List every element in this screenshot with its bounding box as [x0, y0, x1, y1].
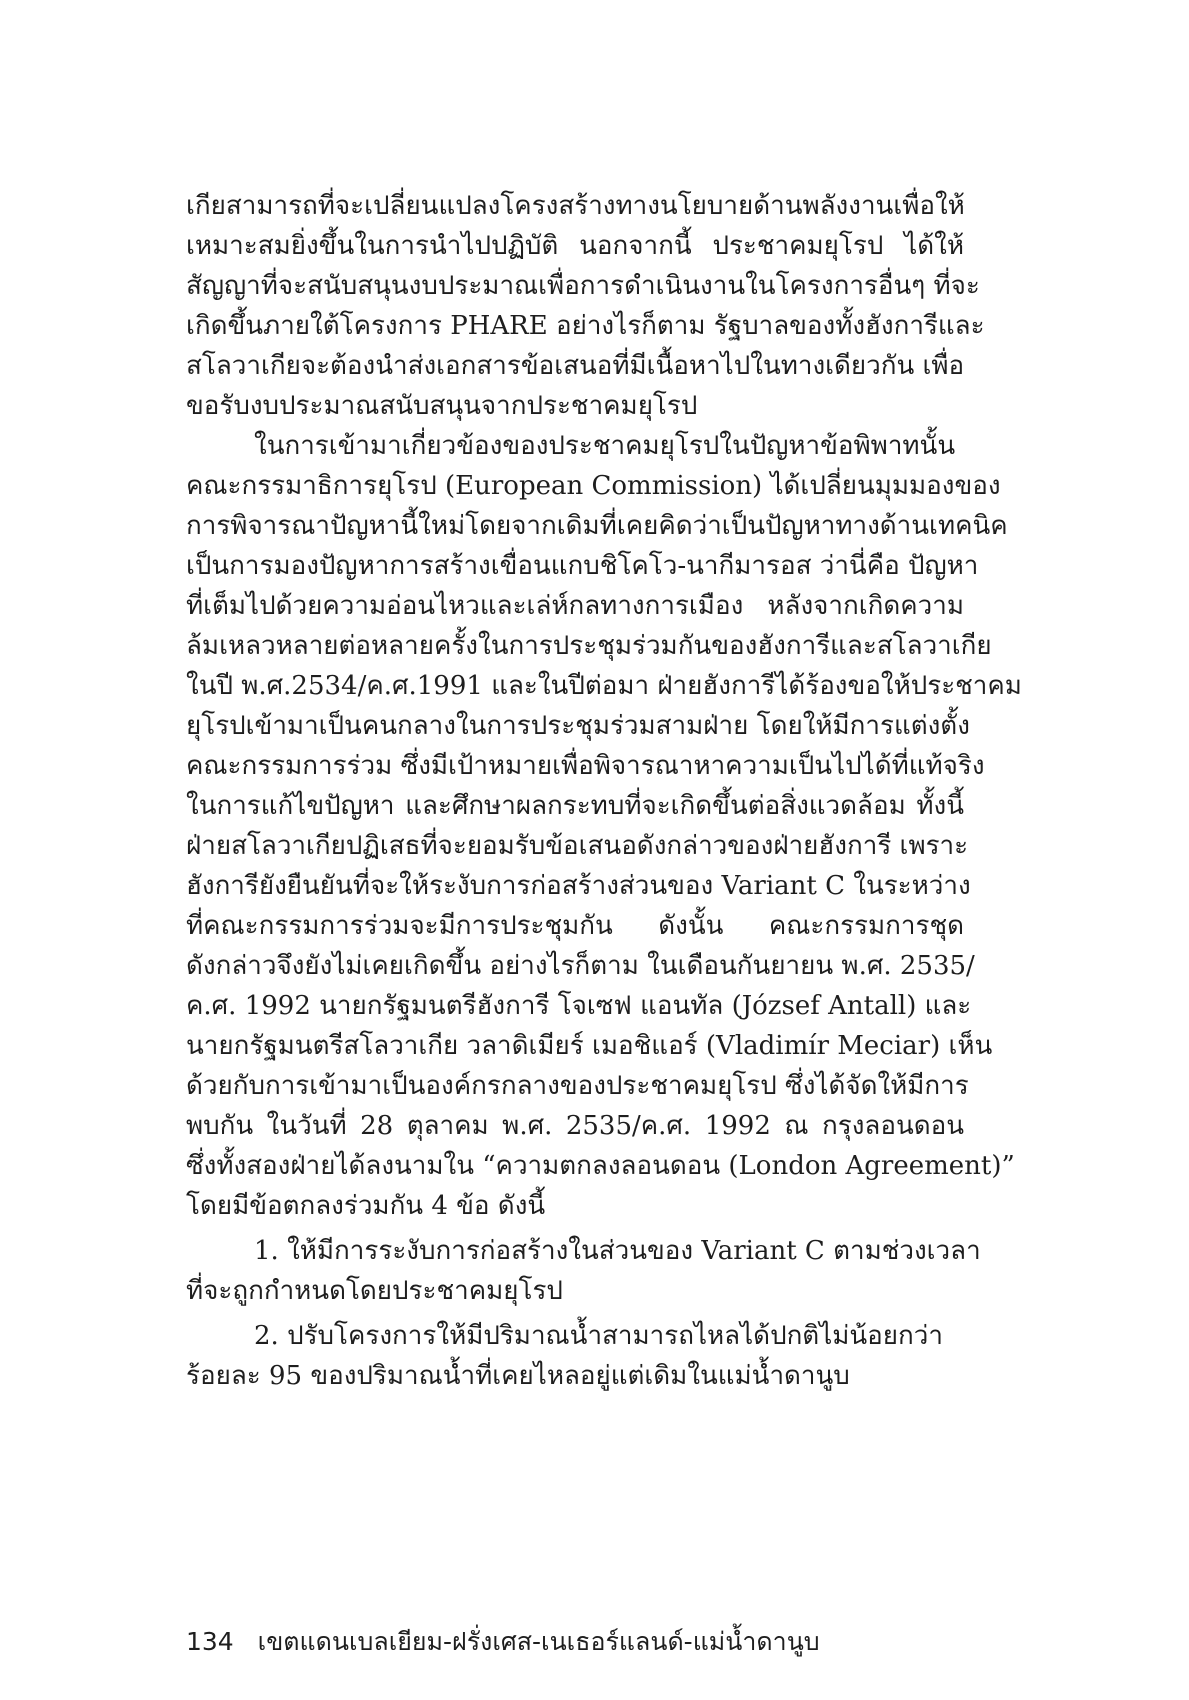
text-line: เกิดขึ้นภายใต้โครงการ PHARE อย่างไรก็ตาม รัฐบาลของทั้งฮังการีและ: [186, 311, 985, 341]
text-line: คณะกรรมการร่วม ซึ่งมีเป้าหมายเพื่อพิจารณาหาความเป็นไปได้ที่แท้จริง: [186, 751, 985, 781]
text-line: ขอรับงบประมาณสนับสนุนจากประชาคมยุโรป: [186, 391, 698, 421]
text-line: พบกัน ในวันที่ 28 ตุลาคม พ.ศ. 2535/ค.ศ. 1992 ณ กรุงลอนดอน: [186, 1111, 964, 1141]
text-line: ด้วยกับการเข้ามาเป็นองค์กรกลางของประชาคมยุโรป ซึ่งได้จัดให้มีการ: [186, 1071, 969, 1101]
text-line: ในปี พ.ศ.2534/ค.ศ.1991 และในปีต่อมา ฝ่ายฮังการีได้ร้องขอให้ประชาคม: [186, 671, 1022, 701]
text-line: ฮังการียังยืนยันที่จะให้ระงับการก่อสร้างส่วนของ Variant C ในระหว่าง: [186, 871, 971, 901]
text-line: ยุโรปเข้ามาเป็นคนกลางในการประชุมร่วมสามฝ่าย โดยให้มีการแต่งตั้ง: [186, 711, 970, 741]
text-line: การพิจารณาปัญหานี้ใหม่โดยจากเดิมที่เคยคิดว่าเป็นปัญหาทางด้านเทคนิค: [186, 511, 1008, 541]
text-line: ที่คณะกรรมการร่วมจะมีการประชุมกัน ดังนั้น คณะกรรมการชุด: [186, 911, 964, 941]
text-line: ซึ่งทั้งสองฝ่ายได้ลงนามใน “ความตกลงลอนดอน (London Agreement)”: [186, 1151, 1015, 1181]
text-line: นายกรัฐมนตรีสโลวาเกีย วลาดิเมียร์ เมอชิแอร์ (Vladimír Meciar) เห็น: [186, 1031, 993, 1061]
text-line: เป็นการมองปัญหาการสร้างเขื่อนแกบชิโคโว-นากีมารอส ว่านี่คือ ปัญหา: [186, 551, 979, 581]
text-line: ค.ศ. 1992 นายกรัฐมนตรีฮังการี โจเซฟ แอนทัล (József Antall) และ: [186, 991, 972, 1021]
page-footer: [186, 1622, 966, 1662]
page-number: 134: [186, 1627, 234, 1656]
text-line: สัญญาที่จะสนับสนุนงบประมาณเพื่อการดำเนินงานในโครงการอื่นๆ ที่จะ: [186, 271, 980, 301]
text-line: ร้อยละ 95 ของปริมาณน้ำที่เคยไหลอยู่แต่เดิมในแม่น้ำดานูบ: [186, 1361, 850, 1391]
text-line: ในการแก้ไขปัญหา และศึกษาผลกระทบที่จะเกิดขึ้นต่อสิ่งแวดล้อม ทั้งนี้: [186, 791, 964, 821]
text-line: ล้มเหลวหลายต่อหลายครั้งในการประชุมร่วมกันของฮังการีและสโลวาเกีย: [186, 631, 992, 661]
text-line: เกียสามารถที่จะเปลี่ยนแปลงโครงสร้างทางนโยบายด้านพลังงานเพื่อให้: [186, 191, 965, 221]
running-title: เขตแดนเบลเยียม-ฝรั่งเศส-เนเธอร์แลนด์-แม่น้ำดานูบ: [257, 1627, 820, 1656]
list-item-1: 1. ให้มีการระงับการก่อสร้างในส่วนของ Variant C ตามช่วงเวลา: [254, 1236, 981, 1266]
text-line: ที่เต็มไปด้วยความอ่อนไหวและเล่ห์กลทางการเมือง หลังจากเกิดความ: [186, 591, 964, 621]
list-item-2: 2. ปรับโครงการให้มีปริมาณน้ำสามารถไหลได้ปกติไม่น้อยกว่า: [254, 1321, 943, 1351]
text-line: เหมาะสมยิ่งขึ้นในการนำไปปฏิบัติ นอกจากนี้ ประชาคมยุโรป ได้ให้: [186, 231, 964, 261]
text-line: ในการเข้ามาเกี่ยวข้องของประชาคมยุโรปในปัญหาข้อพิพาทนั้น: [254, 431, 956, 461]
text-line: ฝ่ายสโลวาเกียปฏิเสธที่จะยอมรับข้อเสนอดังกล่าวของฝ่ายฮังการี เพราะ: [186, 831, 969, 861]
text-line: โดยมีข้อตกลงร่วมกัน 4 ข้อ ดังนี้: [186, 1191, 546, 1221]
text-line: ดังกล่าวจึงยังไม่เคยเกิดขึ้น อย่างไรก็ตาม ในเดือนกันยายน พ.ศ. 2535/: [186, 951, 975, 981]
text-line: สโลวาเกียจะต้องนำส่งเอกสารข้อเสนอที่มีเนื้อหาไปในทางเดียวกัน เพื่อ: [186, 351, 965, 381]
text-line: ที่จะถูกกำหนดโดยประชาคมยุโรป: [186, 1276, 563, 1306]
text-line: คณะกรรมาธิการยุโรป (European Commission) ได้เปลี่ยนมุมมองของ: [186, 471, 1001, 501]
